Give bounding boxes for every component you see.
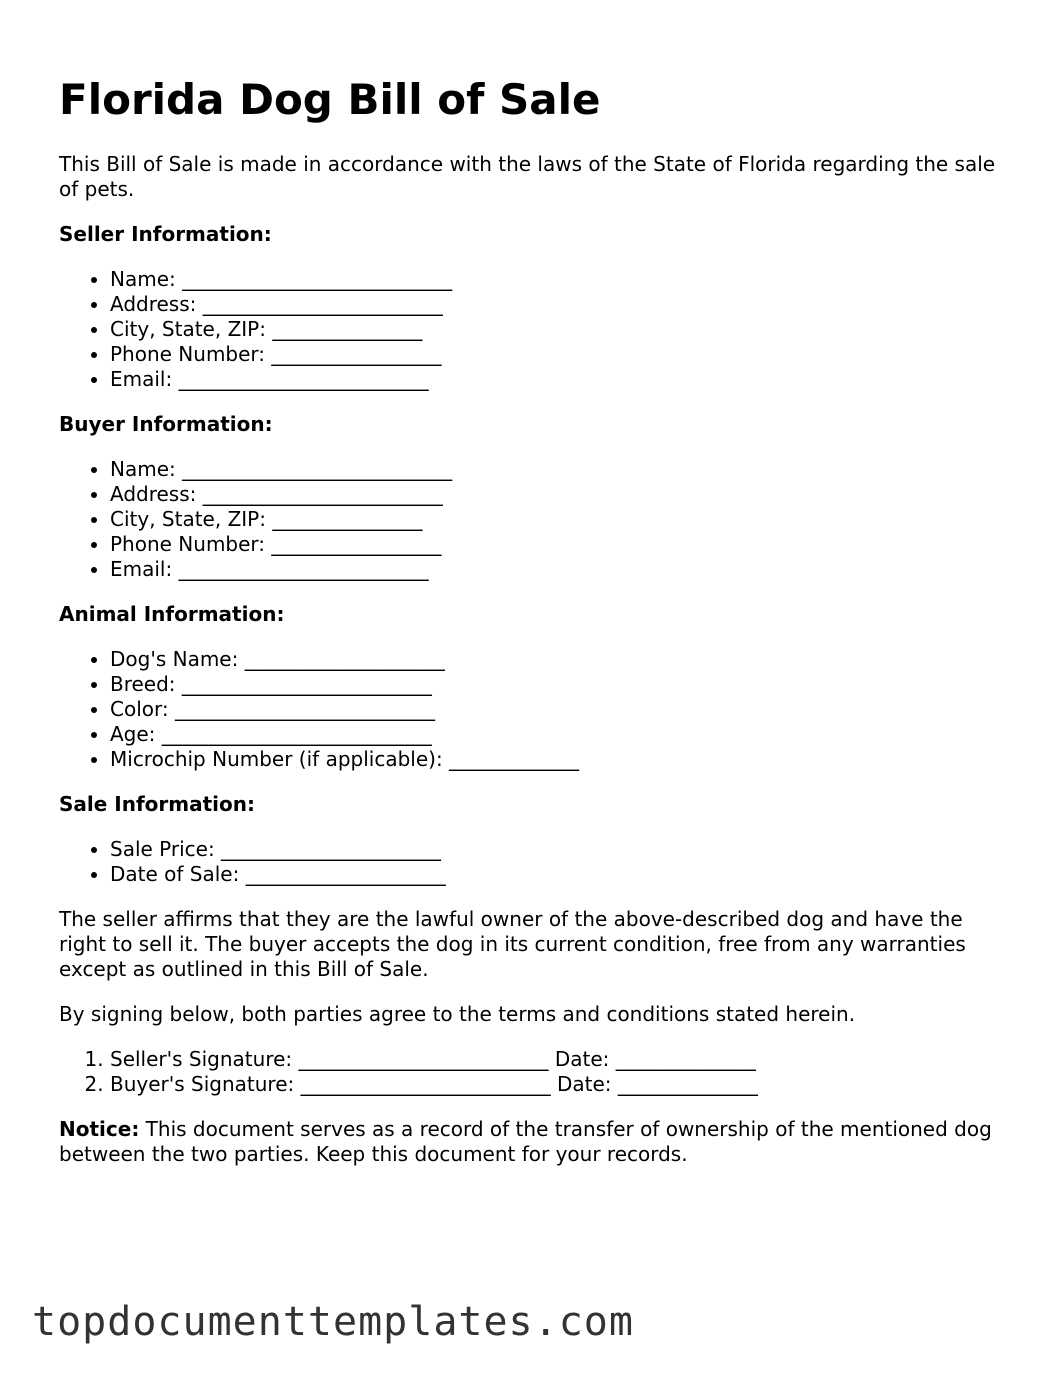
seller-email-field: • Email: _________________________ <box>110 367 1009 392</box>
buyer-city-state-zip-field: • City, State, ZIP: _______________ <box>110 507 1009 532</box>
seller-signature-line: 1. Seller's Signature: _________________________ Date: ______________ <box>110 1047 1009 1072</box>
buyer-name-field: • Name: ___________________________ <box>110 457 1009 482</box>
sale-date-field: • Date of Sale: ____________________ <box>110 862 1009 887</box>
agreement-paragraph: By signing below, both parties agree to the terms and conditions stated herein. <box>59 1002 856 1026</box>
page-title: Florida Dog Bill of Sale <box>59 75 601 124</box>
affirmation-paragraph: The seller affirms that they are the lawful owner of the above-described dog and have the right to sell it. The buyer accepts the dog in its current condition, free from any warranties except as outlined in this Bill of Sale. <box>59 907 966 981</box>
buyer-heading: Buyer Information: <box>59 412 273 436</box>
seller-address-field: • Address: ________________________ <box>110 292 1009 317</box>
seller-name-field: • Name: ___________________________ <box>110 267 1009 292</box>
seller-heading: Seller Information: <box>59 222 272 246</box>
buyer-email-field: • Email: _________________________ <box>110 557 1009 582</box>
buyer-signature-line: 2. Buyer's Signature: _________________________ Date: ______________ <box>110 1072 1009 1097</box>
animal-heading: Animal Information: <box>59 602 285 626</box>
buyer-list <box>59 457 1009 582</box>
sale-heading: Sale Information: <box>59 792 255 816</box>
sale-list <box>59 837 1009 887</box>
color-field: • Color: __________________________ <box>110 697 1009 722</box>
intro-paragraph: This Bill of Sale is made in accordance with the laws of the State of Florida regarding the sale of pets. <box>59 152 996 201</box>
dog-name-field: • Dog's Name: ____________________ <box>110 647 1009 672</box>
notice-text: This document serves as a record of the transfer of ownership of the mentioned dog between the two parties. Keep this document for your records. <box>59 1117 992 1166</box>
animal-list <box>59 647 1009 772</box>
microchip-field: • Microchip Number (if applicable): _____________ <box>110 747 1009 772</box>
seller-phone-field: • Phone Number: _________________ <box>110 342 1009 367</box>
seller-city-state-zip-field: • City, State, ZIP: _______________ <box>110 317 1009 342</box>
seller-list <box>59 267 1009 392</box>
buyer-address-field: • Address: ________________________ <box>110 482 1009 507</box>
breed-field: • Breed: _________________________ <box>110 672 1009 697</box>
watermark: topdocumenttemplates.com <box>32 1299 634 1345</box>
signature-list <box>59 1047 1009 1097</box>
age-field: • Age: ___________________________ <box>110 722 1009 747</box>
buyer-phone-field: • Phone Number: _________________ <box>110 532 1009 557</box>
notice-paragraph <box>59 1117 1009 1167</box>
notice-label: Notice: <box>59 1117 140 1141</box>
sale-price-field: • Sale Price: ______________________ <box>110 837 1009 862</box>
document-page <box>59 72 1009 1187</box>
